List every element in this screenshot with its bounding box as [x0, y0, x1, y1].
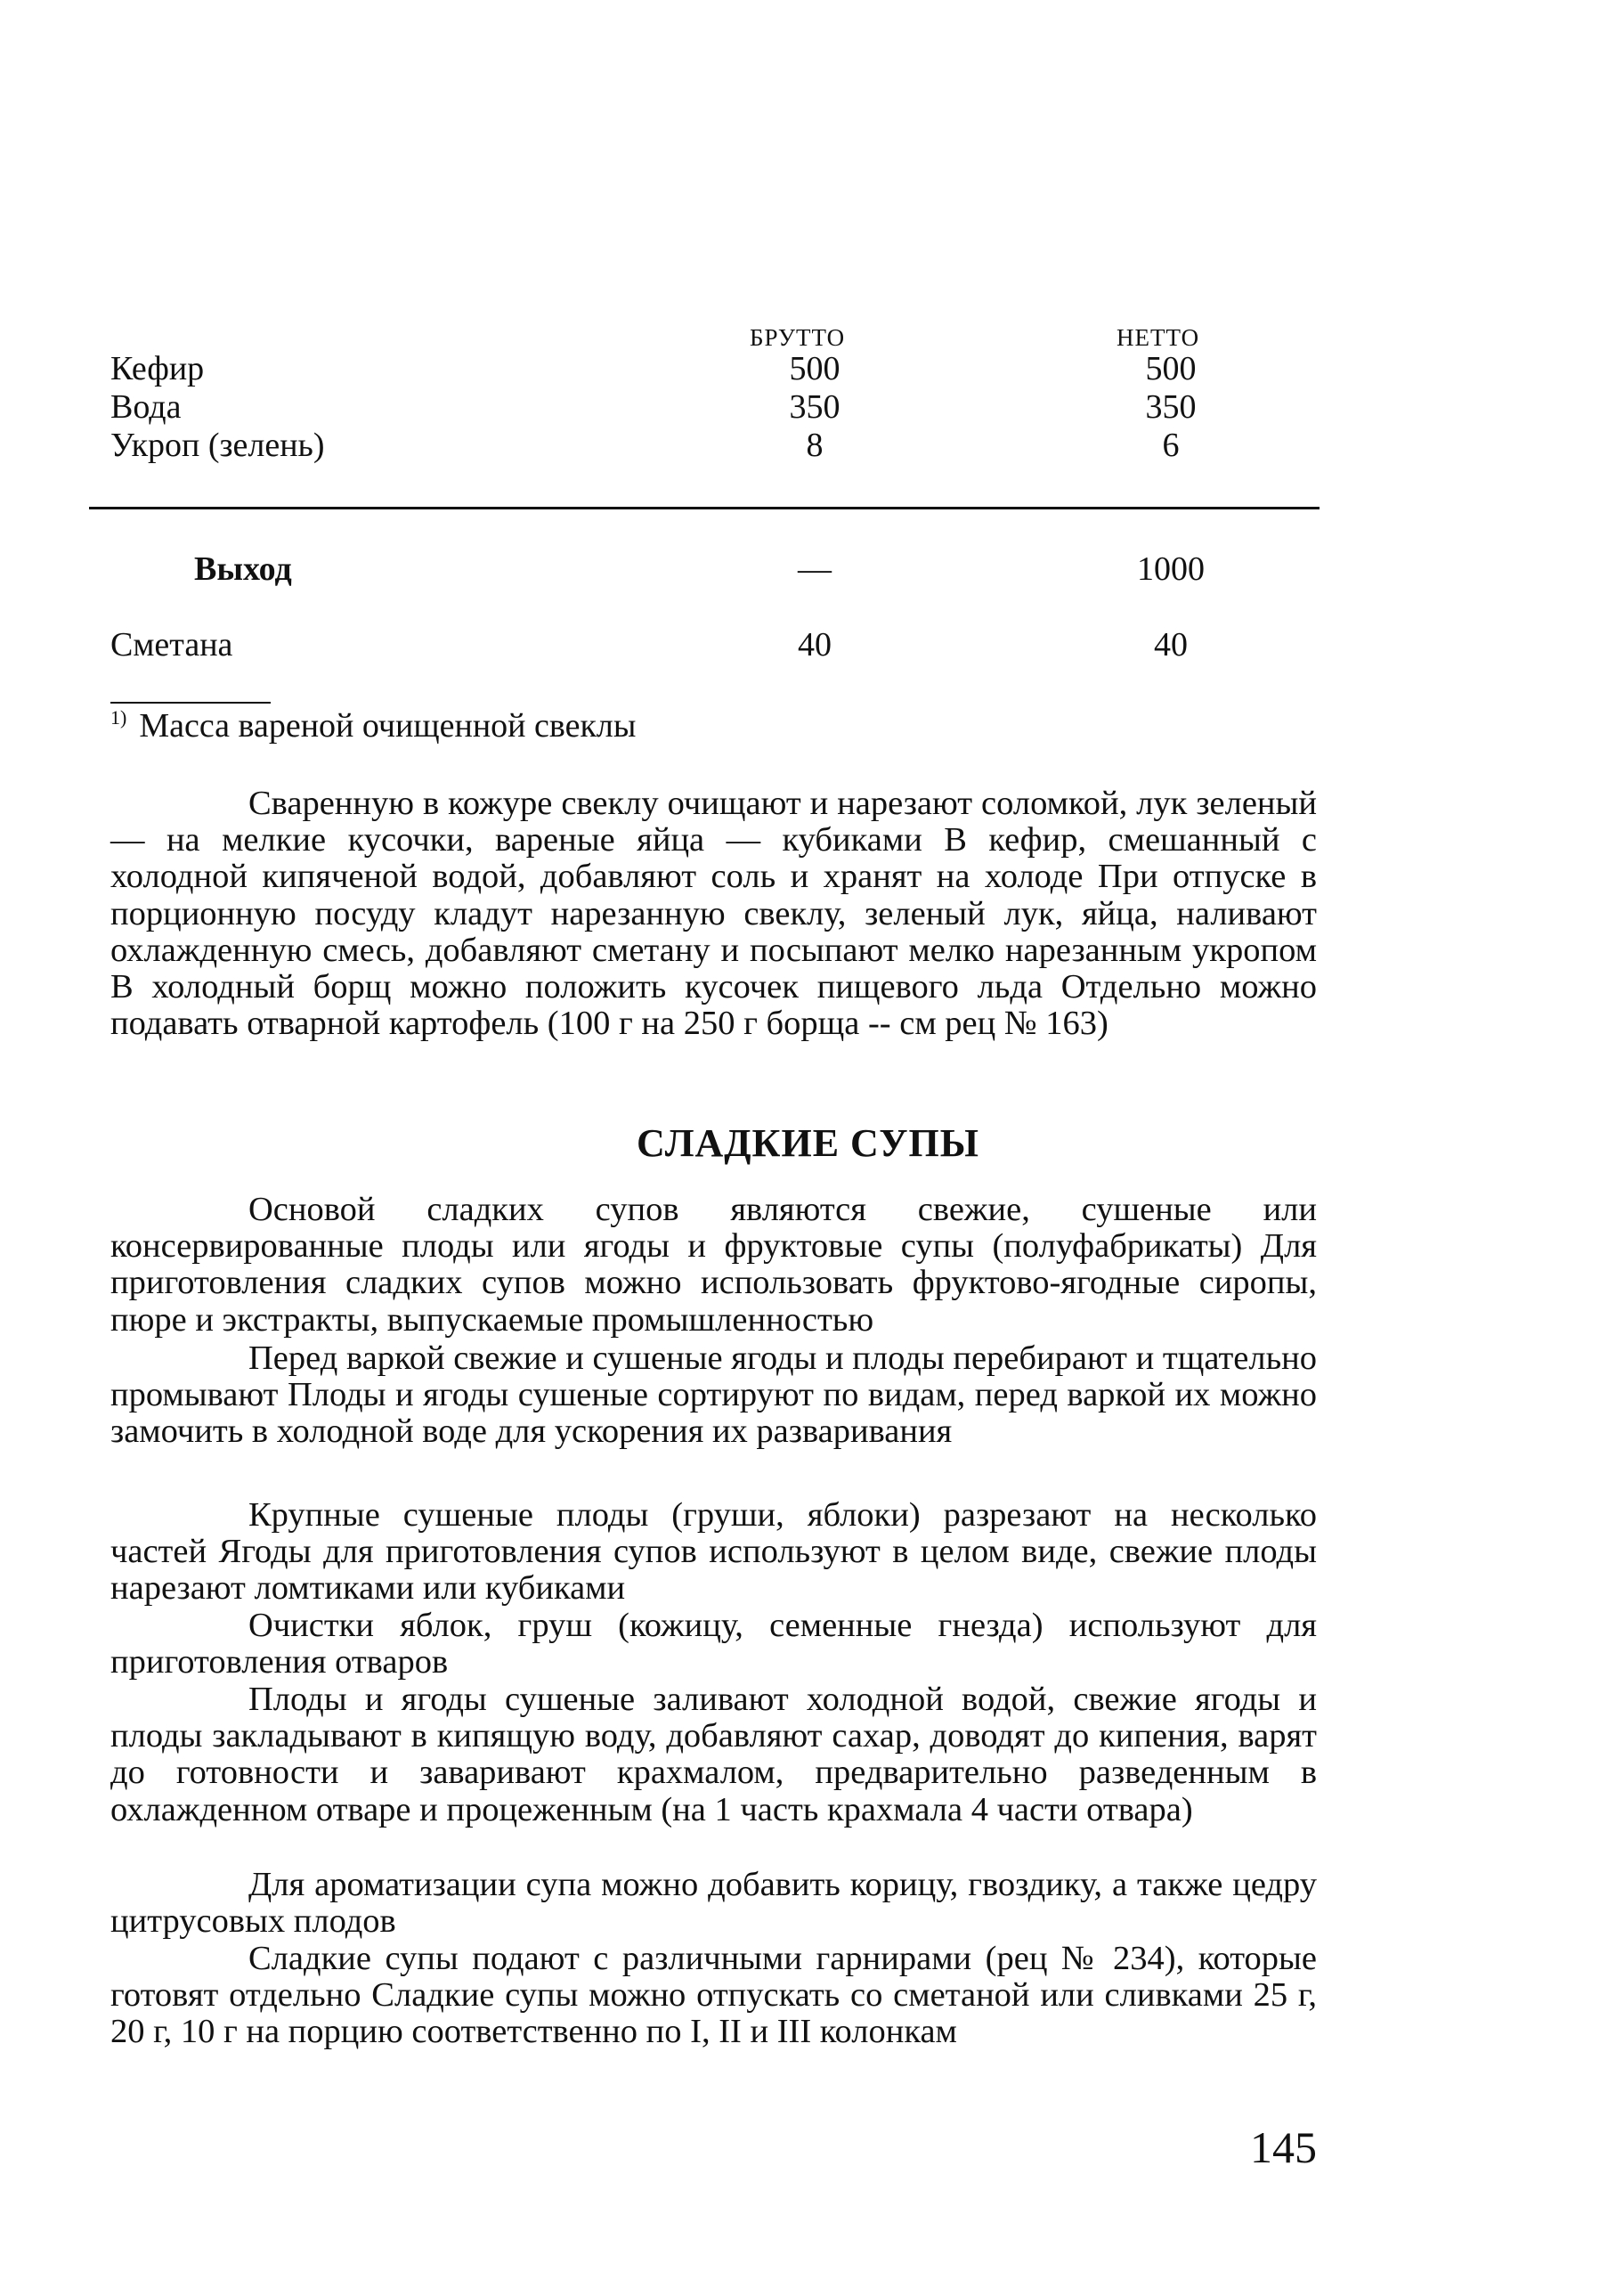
- footnote-divider: [110, 702, 271, 704]
- extra-name: Сметана: [110, 626, 233, 664]
- table-row: [0, 387, 1616, 427]
- paragraph: Перед варкой свежие и сушеные ягоды и плоды перебирают и тщательно промывают Плоды и ягоды сушеные сортируют по видам, перед варкой их можно замочить в холодной воде для ускорения их разваривания: [110, 1339, 1317, 1451]
- paragraph: Очистки яблок, груш (кожицу, семенные гнезда) используют для приготовления отваров: [110, 1607, 1317, 1681]
- output-brutto: —: [798, 550, 832, 588]
- ingredient-name: Кефир: [110, 350, 205, 387]
- netto-value: 350: [1145, 388, 1197, 426]
- footnote-text: Масса вареной очищенной свеклы: [139, 707, 637, 745]
- ingredient-name: Укроп (зелень): [110, 427, 325, 464]
- extra-brutto: 40: [798, 626, 832, 664]
- output-row: [0, 550, 1616, 589]
- column-header-netto: НЕТТО: [1117, 324, 1200, 351]
- footnote-mark: 1): [110, 706, 127, 729]
- ingredient-name: Вода: [110, 388, 182, 426]
- netto-value: 6: [1162, 427, 1180, 464]
- paragraph: Для ароматизации супа можно добавить корицу, гвоздику, а также цедру цитрусовых плодов: [110, 1866, 1317, 1941]
- section-title: СЛАДКИЕ СУПЫ: [637, 1121, 979, 1165]
- brutto-value: 500: [789, 350, 840, 387]
- brutto-value: 350: [789, 388, 840, 426]
- output-label: Выход: [194, 550, 292, 588]
- paragraph: Плоды и ягоды сушеные заливают холодной водой, свежие ягоды и плоды закладывают в кипящую воду, добавляют сахар, доводят до кипения, варят до готовности и заваривают крахмалом, предварительно разведенным в охлажденном отваре и процеженным (на 1 часть крахмала 4 части отвара): [110, 1681, 1317, 1828]
- footnote: [110, 706, 636, 745]
- paragraph: Основой сладких супов являются свежие, сушеные или консервированные плоды или ягоды и фруктовые супы (полуфабрикаты) Для приготовления сладких супов можно использовать фруктово-ягодные сиропы, пюре и экстракты, выпускаемые промышленностью: [110, 1191, 1317, 1339]
- netto-value: 500: [1145, 350, 1197, 387]
- extra-row: [0, 625, 1616, 664]
- paragraph: Сладкие супы подают с различными гарнирами (рец № 234), которые готовят отдельно Сладкие супы можно отпускать со сметаной или сливками 25 г, 20 г, 10 г на порцию соответственно по I, II и III колонкам: [110, 1940, 1317, 2051]
- output-netto: 1000: [1137, 550, 1205, 588]
- paragraph: Крупные сушеные плоды (груши, яблоки) разрезают на несколько частей Ягоды для приготовления супов используют в целом виде, свежие плоды нарезают ломтиками или кубиками: [110, 1496, 1317, 1608]
- column-header-brutto: БРУТТО: [750, 324, 846, 351]
- table-divider: [89, 507, 1320, 509]
- table-row: [0, 426, 1616, 465]
- brutto-value: 8: [806, 427, 824, 464]
- intro-paragraph: Сваренную в кожуре свеклу очищают и нарезают соломкой, лук зеленый — на мелкие кусочки, вареные яйца — кубиками В кефир, смешанный с холодной кипяченой водой, добавляют соль и хранят на холоде При отпуске в порционную посуду кладут нарезанную свеклу, зеленый лук, яйца, наливают охлажденную смесь, добавляют сметану и посыпают мелко нарезанным укропом В холодный борщ можно положить кусочек пищевого льда Отдельно можно подавать отварной картофель (100 г на 250 г борща -- см рец № 163): [110, 785, 1317, 1043]
- page-number: 145: [1250, 2122, 1317, 2172]
- extra-netto: 40: [1154, 626, 1188, 664]
- table-row: [0, 349, 1616, 388]
